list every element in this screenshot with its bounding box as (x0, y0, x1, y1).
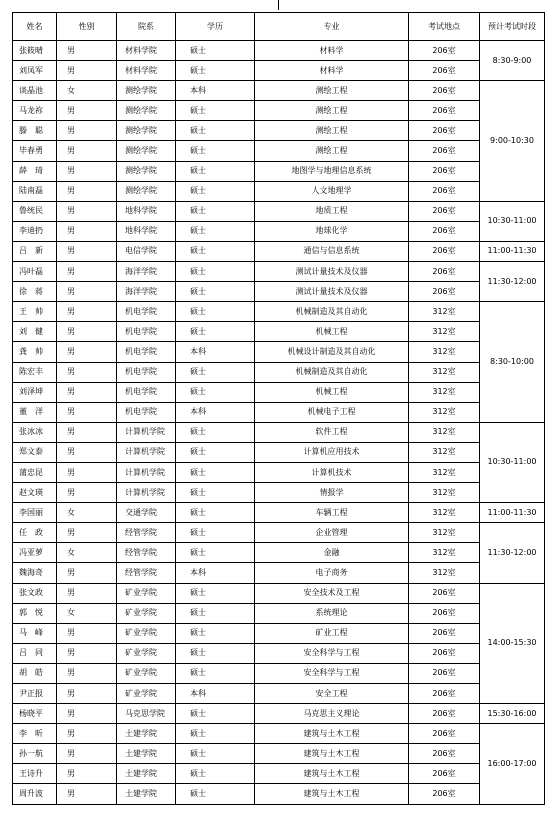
table-row (13, 221, 545, 241)
table-row (13, 523, 545, 543)
cell-name: 李迪扔 (13, 221, 57, 241)
cell-major: 马克思主义理论 (255, 704, 409, 724)
cell-name: 孙一航 (13, 744, 57, 764)
cell-degree: 硕士 (176, 724, 255, 744)
cell-gender: 男 (57, 422, 117, 442)
table-row (13, 402, 545, 422)
cell-exam-location: 206室 (409, 61, 480, 81)
header-exam-location: 考试地点 (409, 13, 480, 41)
cell-department: 经管学院 (117, 563, 176, 583)
cell-name: 毕春勇 (13, 141, 57, 161)
cell-major: 机械制造及其自动化 (255, 362, 409, 382)
cell-degree: 硕士 (176, 643, 255, 663)
cell-degree: 本科 (176, 563, 255, 583)
cell-gender: 女 (57, 603, 117, 623)
cell-degree: 硕士 (176, 322, 255, 342)
cell-exam-location: 206室 (409, 764, 480, 784)
cell-department: 测绘学院 (117, 161, 176, 181)
cell-gender: 男 (57, 643, 117, 663)
table-row (13, 322, 545, 342)
cell-gender: 男 (57, 663, 117, 683)
cell-department: 计算机学院 (117, 483, 176, 503)
cell-major: 人文地理学 (255, 181, 409, 201)
cell-name: 李 昕 (13, 724, 57, 744)
cell-degree: 硕士 (176, 784, 255, 804)
cell-major: 安全技术及工程 (255, 583, 409, 603)
cell-major: 安全科学与工程 (255, 643, 409, 663)
cell-exam-time-slot: 9:00-10:30 (480, 81, 545, 202)
cell-gender: 男 (57, 101, 117, 121)
cell-degree: 硕士 (176, 483, 255, 503)
cell-major: 系统理论 (255, 603, 409, 623)
cell-exam-time-slot: 11:00-11:30 (480, 241, 545, 261)
cell-exam-location: 206室 (409, 81, 480, 101)
cell-gender: 男 (57, 583, 117, 603)
table-row (13, 643, 545, 663)
cell-exam-location: 312室 (409, 442, 480, 462)
cell-gender: 男 (57, 764, 117, 784)
table-row (13, 262, 545, 282)
table-row (13, 684, 545, 704)
cell-degree: 硕士 (176, 221, 255, 241)
cell-major: 车辆工程 (255, 503, 409, 523)
cell-gender: 女 (57, 503, 117, 523)
table-row (13, 663, 545, 683)
cell-department: 测绘学院 (117, 141, 176, 161)
cell-department: 机电学院 (117, 362, 176, 382)
cell-exam-location: 206室 (409, 241, 480, 261)
table-row (13, 422, 545, 442)
cell-name: 吕 同 (13, 643, 57, 663)
cell-name: 马 峰 (13, 623, 57, 643)
cell-degree: 本科 (176, 342, 255, 362)
cell-major: 安全科学与工程 (255, 663, 409, 683)
table-row (13, 161, 545, 181)
cell-name: 陈宏丰 (13, 362, 57, 382)
cell-department: 海洋学院 (117, 262, 176, 282)
cell-exam-time-slot: 8:30-9:00 (480, 41, 545, 81)
cell-name: 龚 帅 (13, 342, 57, 362)
table-header (13, 13, 545, 41)
cell-major: 软件工程 (255, 422, 409, 442)
cell-department: 机电学院 (117, 402, 176, 422)
cell-department: 土建学院 (117, 784, 176, 804)
cell-major: 测绘工程 (255, 81, 409, 101)
table-row (13, 623, 545, 643)
cell-exam-location: 206室 (409, 161, 480, 181)
table-row (13, 141, 545, 161)
cell-gender: 女 (57, 81, 117, 101)
cell-exam-location: 312室 (409, 503, 480, 523)
exam-schedule-table (12, 12, 545, 805)
cell-name: 魏海奇 (13, 563, 57, 583)
cell-major: 测绘工程 (255, 141, 409, 161)
cell-degree: 硕士 (176, 121, 255, 141)
cell-gender: 男 (57, 262, 117, 282)
table-row (13, 704, 545, 724)
table-row (13, 81, 545, 101)
cell-degree: 硕士 (176, 41, 255, 61)
cell-exam-location: 312室 (409, 563, 480, 583)
cell-exam-location: 312室 (409, 523, 480, 543)
cell-degree: 硕士 (176, 161, 255, 181)
cell-department: 计算机学院 (117, 442, 176, 462)
cell-name: 吕 新 (13, 241, 57, 261)
cell-department: 材料学院 (117, 61, 176, 81)
cell-major: 建筑与土木工程 (255, 724, 409, 744)
cell-exam-location: 312室 (409, 462, 480, 482)
cell-name: 尹正报 (13, 684, 57, 704)
cell-department: 矿业学院 (117, 684, 176, 704)
cell-exam-location: 312室 (409, 543, 480, 563)
header-row (13, 13, 545, 41)
cell-major: 金融 (255, 543, 409, 563)
cell-degree: 硕士 (176, 181, 255, 201)
table-row (13, 764, 545, 784)
cell-department: 土建学院 (117, 764, 176, 784)
cell-exam-location: 206室 (409, 603, 480, 623)
cell-gender: 男 (57, 181, 117, 201)
cell-name: 郭 悦 (13, 603, 57, 623)
table-row (13, 603, 545, 623)
cell-department: 矿业学院 (117, 603, 176, 623)
cell-exam-location: 206室 (409, 724, 480, 744)
cell-department: 电信学院 (117, 241, 176, 261)
cell-degree: 硕士 (176, 764, 255, 784)
cell-exam-location: 312室 (409, 422, 480, 442)
cell-degree: 硕士 (176, 262, 255, 282)
cell-gender: 男 (57, 302, 117, 322)
cell-exam-location: 206室 (409, 181, 480, 201)
cell-department: 测绘学院 (117, 121, 176, 141)
cell-department: 机电学院 (117, 302, 176, 322)
cell-gender: 男 (57, 121, 117, 141)
cell-gender: 男 (57, 563, 117, 583)
cell-gender: 男 (57, 141, 117, 161)
cell-degree: 硕士 (176, 362, 255, 382)
cell-degree: 硕士 (176, 462, 255, 482)
cell-major: 机械工程 (255, 322, 409, 342)
cell-gender: 男 (57, 41, 117, 61)
cell-degree: 硕士 (176, 382, 255, 402)
cell-major: 企业管理 (255, 523, 409, 543)
table-row (13, 543, 545, 563)
cell-degree: 硕士 (176, 523, 255, 543)
cell-name: 刘 健 (13, 322, 57, 342)
cell-gender: 男 (57, 462, 117, 482)
cell-gender: 男 (57, 623, 117, 643)
cell-department: 计算机学院 (117, 462, 176, 482)
cell-name: 陆南磊 (13, 181, 57, 201)
cell-exam-location: 312室 (409, 362, 480, 382)
table-row (13, 744, 545, 764)
cell-exam-location: 312室 (409, 382, 480, 402)
cell-gender: 男 (57, 724, 117, 744)
cell-gender: 男 (57, 442, 117, 462)
cell-exam-location: 206室 (409, 201, 480, 221)
cell-department: 机电学院 (117, 342, 176, 362)
cell-name: 周升波 (13, 784, 57, 804)
cell-gender: 男 (57, 382, 117, 402)
header-exam-time: 预计考试时段 (480, 13, 545, 41)
cell-department: 土建学院 (117, 744, 176, 764)
cell-major: 机械电子工程 (255, 402, 409, 422)
cell-major: 电子商务 (255, 563, 409, 583)
cell-department: 机电学院 (117, 322, 176, 342)
cell-major: 通信与信息系统 (255, 241, 409, 261)
cell-department: 材料学院 (117, 41, 176, 61)
cell-name: 刘泽坤 (13, 382, 57, 402)
cell-major: 地质工程 (255, 201, 409, 221)
cell-degree: 硕士 (176, 744, 255, 764)
header-name: 姓名 (13, 13, 57, 41)
cell-degree: 硕士 (176, 302, 255, 322)
cell-exam-location: 206室 (409, 101, 480, 121)
cell-exam-location: 206室 (409, 282, 480, 302)
table-row (13, 121, 545, 141)
cell-department: 经管学院 (117, 523, 176, 543)
cell-degree: 硕士 (176, 141, 255, 161)
cell-name: 鲁统民 (13, 201, 57, 221)
cell-department: 马克思学院 (117, 704, 176, 724)
cell-gender: 男 (57, 221, 117, 241)
cell-major: 建筑与土木工程 (255, 764, 409, 784)
cell-gender: 男 (57, 161, 117, 181)
table-row (13, 784, 545, 804)
cell-degree: 硕士 (176, 704, 255, 724)
cell-name: 任 政 (13, 523, 57, 543)
cell-department: 机电学院 (117, 382, 176, 402)
cell-major: 测绘工程 (255, 101, 409, 121)
cell-degree: 硕士 (176, 603, 255, 623)
cell-department: 矿业学院 (117, 663, 176, 683)
cell-gender: 男 (57, 483, 117, 503)
cell-department: 矿业学院 (117, 643, 176, 663)
cell-degree: 硕士 (176, 442, 255, 462)
cell-major: 安全工程 (255, 684, 409, 704)
cell-name: 王诗升 (13, 764, 57, 784)
cell-exam-location: 206室 (409, 643, 480, 663)
cell-name: 杨晓平 (13, 704, 57, 724)
cell-major: 建筑与土木工程 (255, 744, 409, 764)
cell-exam-location: 206室 (409, 704, 480, 724)
cell-exam-location: 206室 (409, 744, 480, 764)
cell-exam-location: 312室 (409, 342, 480, 362)
table-row (13, 342, 545, 362)
top-tick-mark (278, 0, 279, 10)
cell-gender: 女 (57, 543, 117, 563)
cell-gender: 男 (57, 322, 117, 342)
table-row (13, 282, 545, 302)
cell-major: 计算机应用技术 (255, 442, 409, 462)
cell-exam-location: 206室 (409, 623, 480, 643)
cell-exam-time-slot: 10:30-11:00 (480, 201, 545, 241)
cell-exam-location: 206室 (409, 583, 480, 603)
cell-exam-time-slot: 10:30-11:00 (480, 422, 545, 502)
cell-name: 张文政 (13, 583, 57, 603)
cell-department: 测绘学院 (117, 181, 176, 201)
cell-gender: 男 (57, 362, 117, 382)
cell-department: 测绘学院 (117, 101, 176, 121)
table-body (13, 41, 545, 805)
cell-exam-time-slot: 8:30-10:00 (480, 302, 545, 423)
cell-name: 冯叶磊 (13, 262, 57, 282)
cell-gender: 男 (57, 684, 117, 704)
cell-department: 经管学院 (117, 543, 176, 563)
header-degree: 学历 (176, 13, 255, 41)
cell-exam-time-slot: 11:30-12:00 (480, 523, 545, 583)
cell-major: 地球化学 (255, 221, 409, 241)
cell-exam-time-slot: 15:30-16:00 (480, 704, 545, 724)
cell-exam-location: 206室 (409, 262, 480, 282)
cell-major: 材料学 (255, 41, 409, 61)
cell-exam-time-slot: 11:30-12:00 (480, 262, 545, 302)
cell-degree: 硕士 (176, 101, 255, 121)
cell-gender: 男 (57, 201, 117, 221)
cell-exam-location: 312室 (409, 322, 480, 342)
cell-name: 刘凤军 (13, 61, 57, 81)
cell-department: 土建学院 (117, 724, 176, 744)
table-row (13, 302, 545, 322)
cell-degree: 硕士 (176, 282, 255, 302)
cell-name: 徐 蒋 (13, 282, 57, 302)
cell-name: 谈晶池 (13, 81, 57, 101)
cell-department: 地科学院 (117, 201, 176, 221)
cell-name: 蒲忠昆 (13, 462, 57, 482)
cell-exam-location: 206室 (409, 221, 480, 241)
cell-name: 王 帅 (13, 302, 57, 322)
table-row (13, 563, 545, 583)
cell-major: 机械工程 (255, 382, 409, 402)
cell-major: 机械设计制造及其自动化 (255, 342, 409, 362)
cell-major: 测试计量技术及仪器 (255, 262, 409, 282)
cell-exam-location: 206室 (409, 141, 480, 161)
cell-name: 滕 聪 (13, 121, 57, 141)
cell-department: 交通学院 (117, 503, 176, 523)
cell-exam-time-slot: 16:00-17:00 (480, 724, 545, 804)
cell-exam-time-slot: 14:00-15:30 (480, 583, 545, 704)
cell-department: 矿业学院 (117, 583, 176, 603)
table-row (13, 201, 545, 221)
cell-gender: 男 (57, 342, 117, 362)
table-row (13, 241, 545, 261)
table-row (13, 382, 545, 402)
cell-major: 建筑与土木工程 (255, 784, 409, 804)
table-row (13, 442, 545, 462)
cell-name: 董 洋 (13, 402, 57, 422)
header-department: 院系 (117, 13, 176, 41)
cell-department: 计算机学院 (117, 422, 176, 442)
table-row (13, 583, 545, 603)
table-row (13, 61, 545, 81)
cell-exam-location: 206室 (409, 121, 480, 141)
cell-exam-location: 206室 (409, 663, 480, 683)
cell-gender: 男 (57, 282, 117, 302)
cell-gender: 男 (57, 704, 117, 724)
cell-degree: 本科 (176, 684, 255, 704)
cell-name: 冯亚萝 (13, 543, 57, 563)
cell-name: 薛 琦 (13, 161, 57, 181)
cell-exam-location: 206室 (409, 684, 480, 704)
cell-gender: 男 (57, 523, 117, 543)
cell-major: 测试计量技术及仪器 (255, 282, 409, 302)
cell-major: 机械制造及其自动化 (255, 302, 409, 322)
cell-major: 情报学 (255, 483, 409, 503)
cell-department: 矿业学院 (117, 623, 176, 643)
cell-degree: 硕士 (176, 201, 255, 221)
cell-name: 张冰冰 (13, 422, 57, 442)
cell-name: 赵文瑛 (13, 483, 57, 503)
table-row (13, 101, 545, 121)
cell-exam-location: 312室 (409, 302, 480, 322)
cell-exam-location: 206室 (409, 784, 480, 804)
cell-degree: 硕士 (176, 503, 255, 523)
cell-gender: 男 (57, 744, 117, 764)
cell-degree: 硕士 (176, 583, 255, 603)
cell-gender: 男 (57, 61, 117, 81)
cell-degree: 硕士 (176, 422, 255, 442)
cell-degree: 硕士 (176, 543, 255, 563)
cell-exam-time-slot: 11:00-11:30 (480, 503, 545, 523)
table-row (13, 503, 545, 523)
cell-exam-location: 312室 (409, 402, 480, 422)
table-row (13, 724, 545, 744)
cell-gender: 男 (57, 241, 117, 261)
cell-department: 海洋学院 (117, 282, 176, 302)
cell-degree: 硕士 (176, 623, 255, 643)
cell-gender: 男 (57, 402, 117, 422)
cell-name: 郑文泰 (13, 442, 57, 462)
header-gender: 性别 (57, 13, 117, 41)
table-row (13, 362, 545, 382)
cell-name: 张筱晴 (13, 41, 57, 61)
cell-name: 李国丽 (13, 503, 57, 523)
cell-degree: 硕士 (176, 663, 255, 683)
cell-major: 矿业工程 (255, 623, 409, 643)
cell-major: 地图学与地理信息系统 (255, 161, 409, 181)
cell-exam-location: 312室 (409, 483, 480, 503)
cell-department: 测绘学院 (117, 81, 176, 101)
cell-name: 马龙祢 (13, 101, 57, 121)
cell-department: 地科学院 (117, 221, 176, 241)
cell-degree: 硕士 (176, 241, 255, 261)
table-row (13, 462, 545, 482)
cell-major: 测绘工程 (255, 121, 409, 141)
cell-degree: 硕士 (176, 61, 255, 81)
cell-major: 计算机技术 (255, 462, 409, 482)
table-row (13, 41, 545, 61)
cell-exam-location: 206室 (409, 41, 480, 61)
header-major: 专业 (255, 13, 409, 41)
cell-degree: 本科 (176, 402, 255, 422)
cell-name: 胡 皓 (13, 663, 57, 683)
table-row (13, 181, 545, 201)
table-row (13, 483, 545, 503)
cell-degree: 本科 (176, 81, 255, 101)
cell-major: 材料学 (255, 61, 409, 81)
cell-gender: 男 (57, 784, 117, 804)
